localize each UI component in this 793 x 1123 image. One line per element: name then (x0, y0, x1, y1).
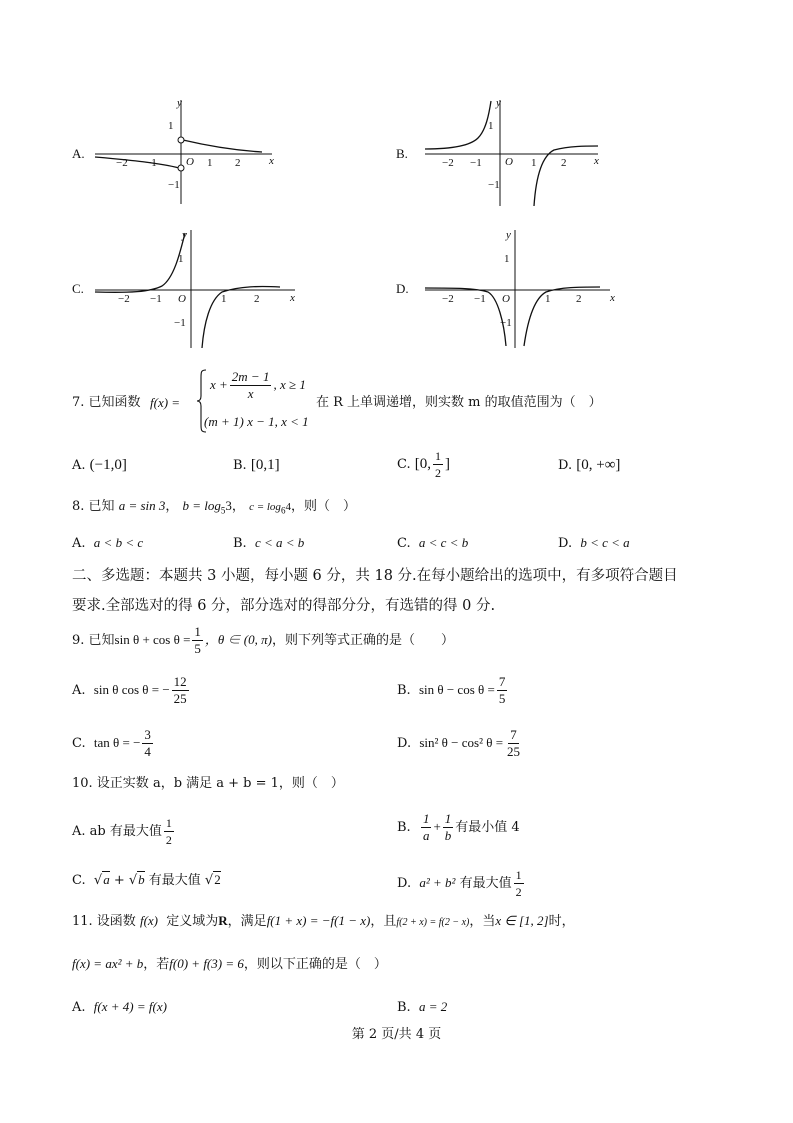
svg-text:−1: −1 (470, 157, 482, 169)
svg-text:2: 2 (561, 157, 567, 169)
page-footer: 第 2 页/共 4 页 (351, 1027, 442, 1042)
svg-text:O: O (178, 293, 186, 305)
svg-text:−2: −2 (442, 157, 454, 169)
q8-stem: 8. 已知 a = sin 3， $b = \log_53$， $c = \log_64$，则（ ） (72, 498, 356, 516)
section2-line1: 二、多选题：本题共 3 小题，每小题 6 分，共 18 分.在每小题给出的选项中，有多项符合题目 (72, 568, 678, 584)
q7-option-b: B. [0,1] (233, 457, 280, 473)
svg-text:y: y (182, 229, 187, 241)
svg-text:−2: −2 (442, 293, 454, 305)
svg-text:x: x (610, 292, 615, 304)
graph-a-y: y (177, 97, 182, 109)
graph-a-label: A. (72, 146, 85, 161)
q7-func: f(x) = (150, 395, 181, 410)
svg-text:x: x (594, 155, 599, 167)
graph-b-label: B. (396, 146, 408, 161)
svg-text:y: y (496, 97, 501, 109)
svg-text:1: 1 (221, 293, 227, 305)
graph-a-origin: O (186, 156, 194, 168)
svg-text:−1: −1 (500, 317, 512, 329)
q7-prefix: 7. 已知函数 (72, 395, 141, 410)
q10-option-a: A. ab 有最大值 $\frac{1}{2}$ (72, 816, 172, 847)
svg-text:1: 1 (488, 120, 494, 132)
q7-option-a: A. (−1,0] (72, 457, 127, 473)
svg-text:x: x (290, 292, 295, 304)
graph-a-tick-ym1: −1 (168, 179, 180, 191)
q11-line1: 11. 设函数 f(x) 定义域为R，满足f(1 + x) = −f(1 − x)，且f(2 + x) = f(2 − x)，当x ∈ [1, 2]时， (72, 913, 575, 929)
svg-text:−1: −1 (474, 293, 486, 305)
q10-option-b: B. $\frac{1}{a}$ + $\frac{1}{b}$ 有最小值 4 (397, 811, 520, 843)
q7-option-d: D. [0, +∞] (558, 457, 621, 473)
svg-text:O: O (502, 293, 510, 305)
svg-text:−1: −1 (150, 293, 162, 305)
q9-option-c: C. tan θ = − $\frac{3}{4}$ (72, 727, 151, 759)
q7-case2: (m + 1) x − 1, x < 1 (204, 414, 309, 429)
svg-text:1: 1 (531, 157, 537, 169)
graph-a-tick-2: 2 (235, 157, 241, 169)
graph-a-tick-m2: −2 (116, 157, 128, 169)
q8-option-d: D. b < c < a (558, 535, 630, 551)
graph-d-label: D. (396, 281, 409, 296)
svg-text:−1: −1 (488, 179, 500, 191)
graph-c-label: C. (72, 281, 84, 296)
q10-option-c: C. √a + √b 有最大值 √2 (72, 872, 221, 888)
q9-stem: 9. 已知sin θ + cos θ = $\frac{1}{5}$ ，θ ∈ (0, π)，则下列等式正确的是（ ） (72, 624, 454, 656)
q11-option-a: A. f(x + 4) = f(x) (72, 999, 167, 1015)
graph-b (420, 96, 610, 211)
q8-option-c: C. a < c < b (397, 535, 469, 551)
graph-a-tick-y1: 1 (168, 120, 174, 132)
svg-text:−1: −1 (174, 317, 186, 329)
svg-text:1: 1 (504, 253, 510, 265)
q8-option-a: A. a < b < c (72, 535, 144, 551)
svg-text:1: 1 (545, 293, 551, 305)
q7-suffix: 在 R 上单调递增，则实数 m 的取值范围为（ ） (316, 395, 602, 410)
q10-stem: 10. 设正实数 a，b 满足 a + b = 1，则（ ） (72, 776, 344, 791)
q7-option-c: C. [0, $\frac{1}{2}$ ] (397, 449, 451, 480)
q11-option-b: B. a = 2 (397, 999, 448, 1015)
graph-a-tick-1: 1 (207, 157, 213, 169)
section2-line2: 要求.全部选对的得 6 分，部分选对的得部分分，有选错的得 0 分. (72, 598, 496, 614)
q7-case1: x + $\frac{2m - 1}{x}$ , x ≥ 1 (210, 369, 306, 401)
q10-option-d: D. a² + b² 有最大值 $\frac{1}{2}$ (397, 868, 522, 899)
svg-text:O: O (505, 156, 513, 168)
q9-option-b: B. sin θ − cos θ = $\frac{7}{5}$ (397, 674, 506, 706)
graph-a-x: x (269, 155, 274, 167)
graph-d (420, 228, 620, 353)
graph-c (90, 228, 305, 353)
svg-text:−2: −2 (118, 293, 130, 305)
graph-a-tick-m1: −1 (145, 157, 157, 169)
svg-text:1: 1 (178, 253, 184, 265)
q9-option-a: A. sin θ cos θ = − $\frac{12}{25}$ (72, 674, 187, 706)
svg-text:2: 2 (254, 293, 260, 305)
svg-text:2: 2 (576, 293, 582, 305)
svg-text:y: y (506, 229, 511, 241)
q9-option-d: D. sin² θ − cos² θ = $\frac{7}{25}$ (397, 727, 521, 759)
q8-option-b: B. c < a < b (233, 535, 305, 551)
q11-line2: f(x) = ax² + b，若f(0) + f(3) = 6，则以下正确的是（ ） (72, 956, 387, 972)
graph-a (90, 96, 290, 211)
